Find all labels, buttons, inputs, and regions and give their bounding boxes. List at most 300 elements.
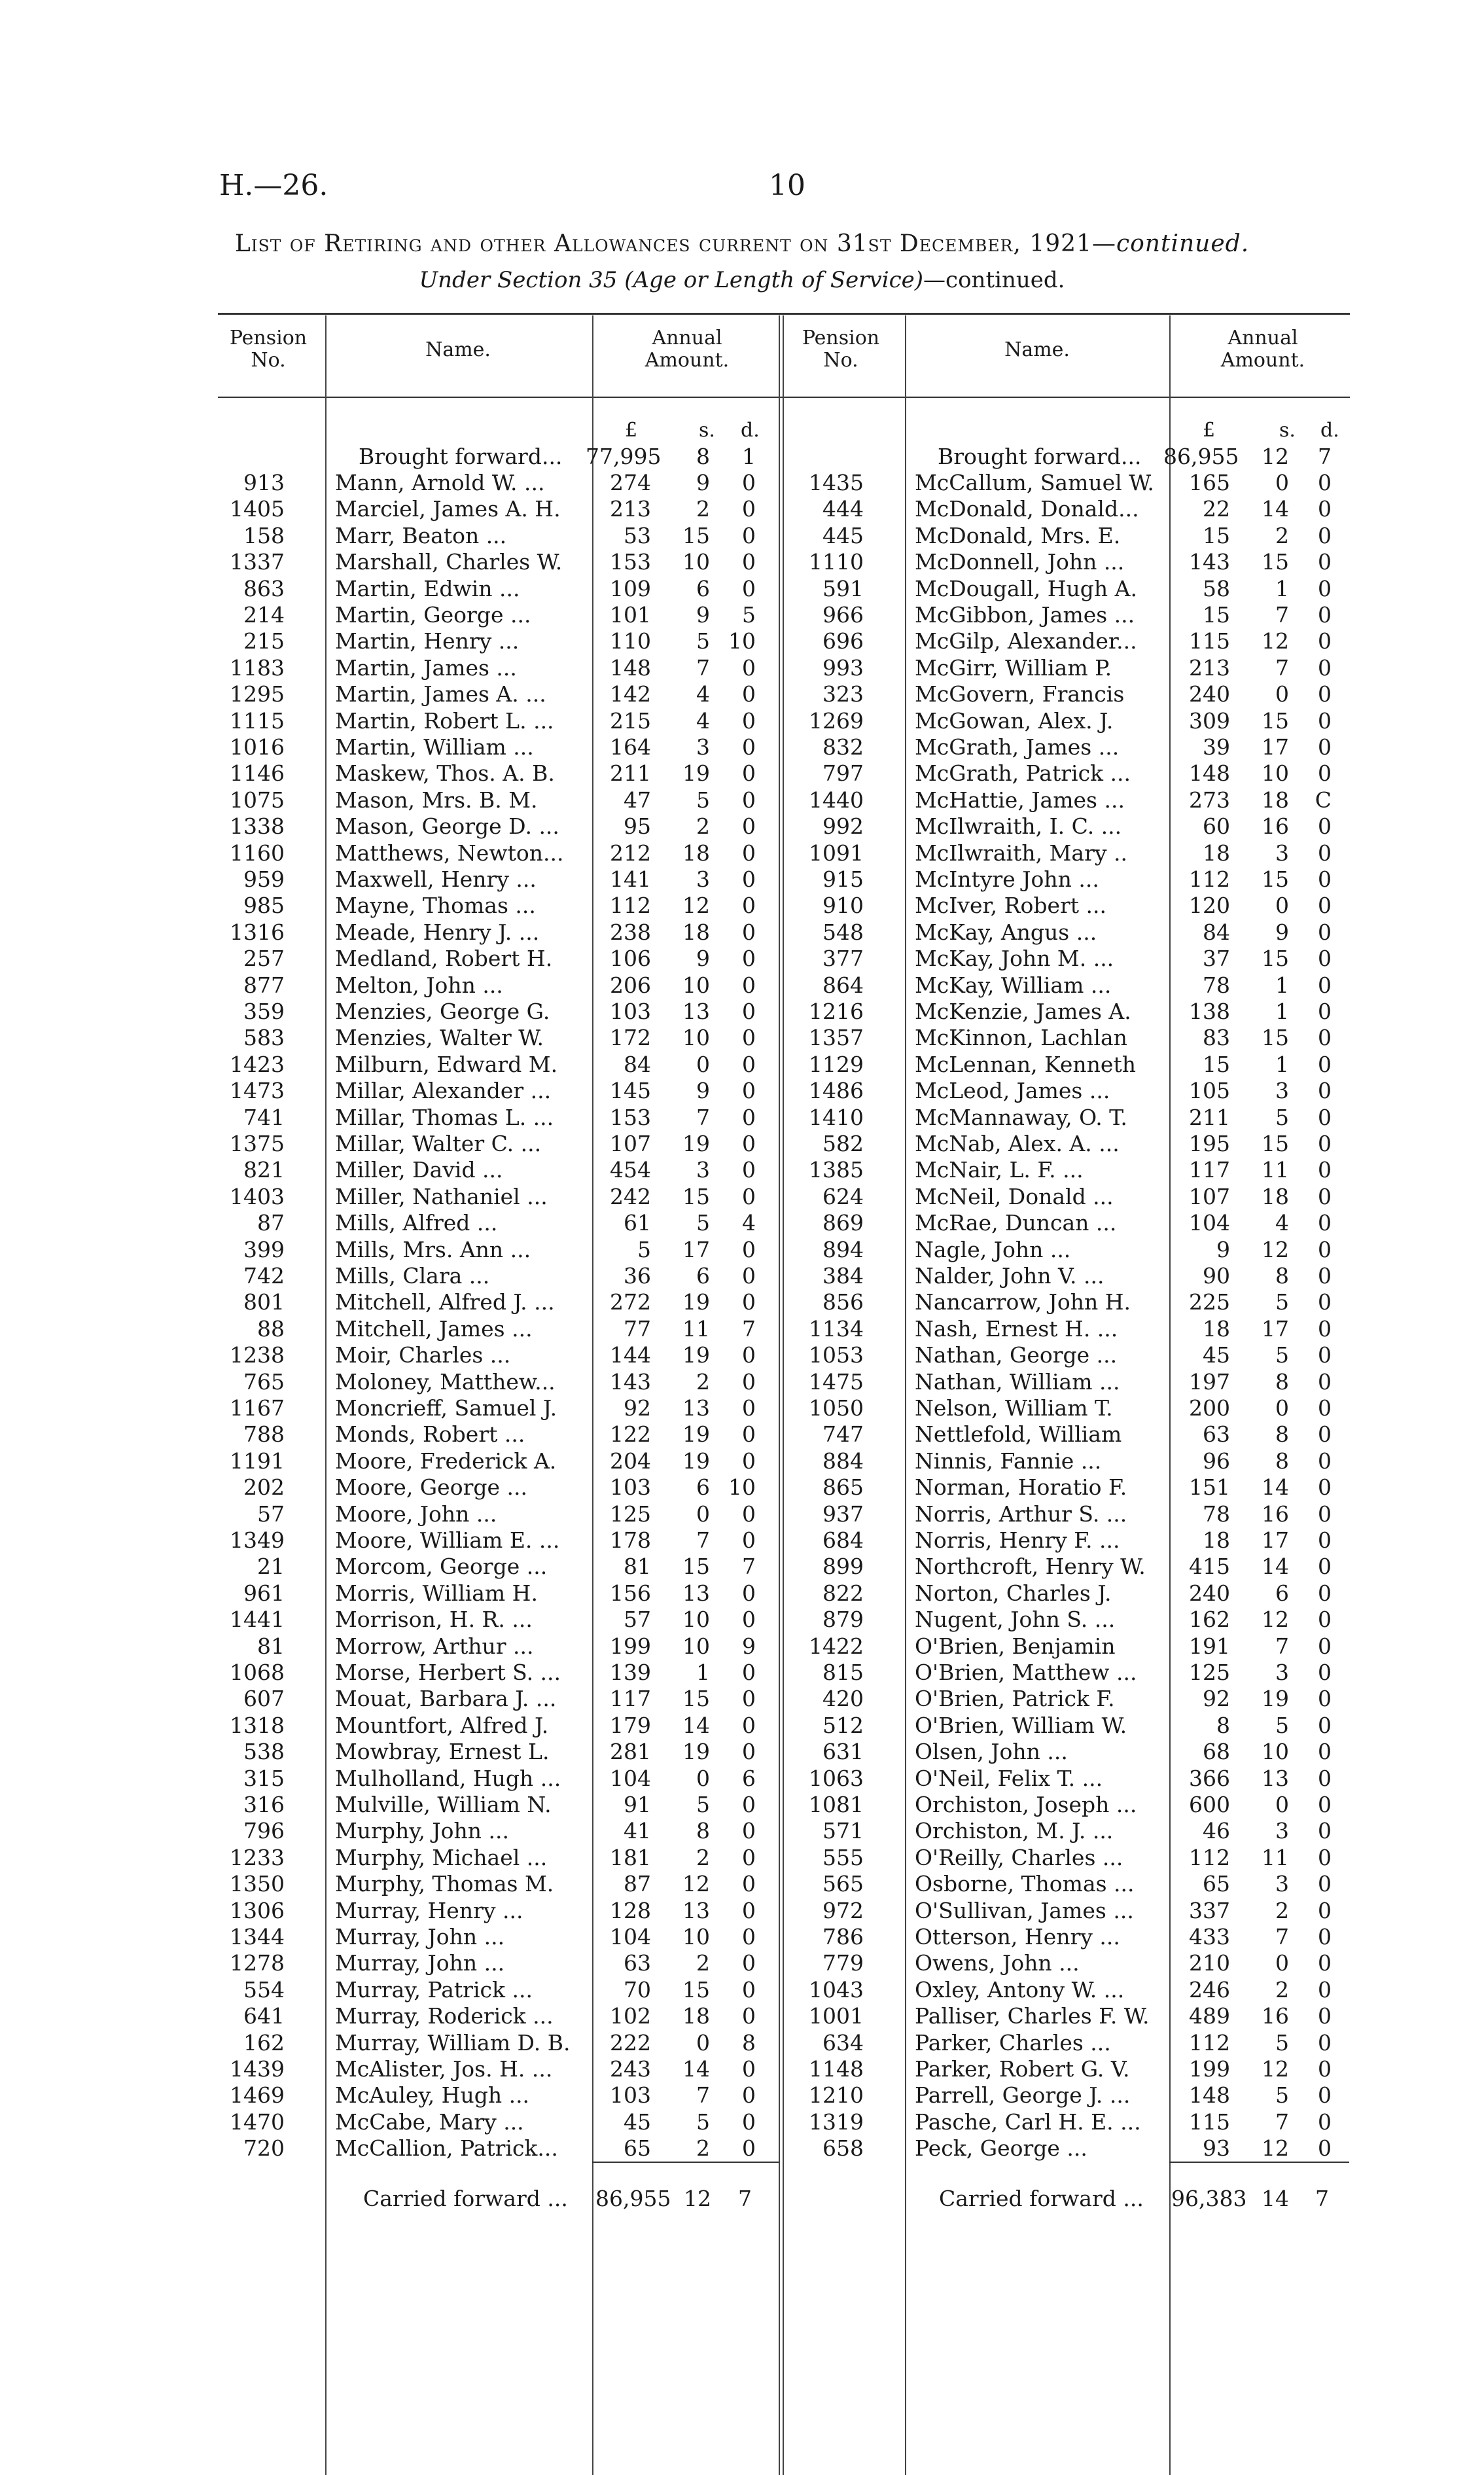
amount-pounds: 206 (610, 972, 651, 998)
table-row (0, 946, 1484, 972)
pension-number: 801 (243, 1289, 285, 1315)
pension-number: 1278 (230, 1950, 285, 1976)
amount-pounds: 65 (624, 2135, 651, 2162)
pension-number: 1403 (230, 1183, 285, 1209)
pensioner-name: Moloney, Matthew... (335, 1368, 556, 1395)
amount-shillings: 4 (1275, 1210, 1289, 1236)
amount-pounds: 179 (610, 1712, 651, 1738)
amount-pence: 0 (1318, 1818, 1332, 1844)
amount-pounds: 58 (1203, 575, 1230, 601)
pensioner-name: McKinnon, Lachlan (915, 1025, 1127, 1051)
pensioner-name: Mason, George D. ... (335, 813, 559, 840)
pensioner-name: Orchiston, Joseph ... (915, 1792, 1137, 1817)
amount-shillings: 17 (1262, 1315, 1289, 1342)
amount-pence: 9 (742, 1633, 756, 1659)
amount-pence: 0 (1318, 1104, 1332, 1130)
amount-pence: 0 (1318, 1897, 1332, 1923)
amount-shillings: 3 (1275, 1818, 1289, 1844)
pension-number: 985 (243, 893, 285, 919)
pensioner-name: Murphy, Thomas M. (335, 1871, 554, 1897)
table-row (0, 496, 1484, 523)
pensioner-name: O'Brien, Matthew ... (915, 1660, 1137, 1685)
right-bf-label: Brought forward... (938, 444, 1142, 469)
amount-shillings: 2 (1275, 522, 1289, 548)
amount-pence: 0 (742, 1976, 756, 2003)
amount-shillings: 0 (1275, 470, 1289, 495)
table-row (0, 1924, 1484, 1951)
amount-pence: 0 (1318, 972, 1332, 998)
amount-pounds: 112 (1189, 866, 1230, 892)
pensioner-name: McKay, William ... (915, 972, 1112, 998)
table-row (0, 655, 1484, 682)
pensioner-name: Millar, Alexander ... (335, 1078, 552, 1104)
amount-shillings: 10 (682, 1633, 710, 1659)
table-row (0, 1289, 1484, 1316)
table-row (0, 2056, 1484, 2083)
amount-pence: 0 (742, 1686, 756, 1712)
amount-pence: 0 (1318, 1263, 1332, 1289)
amount-pence: 0 (742, 522, 756, 548)
pensioner-name: Murray, Henry ... (335, 1897, 523, 1923)
amount-shillings: 19 (682, 1421, 710, 1448)
left-cf-label: Carried forward ... (363, 2186, 568, 2211)
amount-pence: 0 (1318, 1078, 1332, 1104)
pensioner-name: Norris, Henry F. ... (915, 1527, 1120, 1553)
amount-shillings: 12 (1262, 1607, 1289, 1633)
pension-number: 565 (822, 1871, 864, 1897)
pensioner-name: Menzies, George G. (335, 999, 550, 1024)
amount-shillings: 5 (1275, 2029, 1289, 2056)
pension-number: 1439 (230, 2056, 285, 2082)
amount-shillings: 10 (682, 1025, 710, 1051)
pension-number: 684 (822, 1527, 864, 1553)
amount-shillings: 17 (682, 1236, 710, 1262)
amount-pence: 0 (1318, 1924, 1332, 1950)
amount-pence: 0 (742, 575, 756, 601)
subtitle-italic: Under Section 35 (Age or Length of Service) (419, 267, 924, 293)
pensioner-name: Morrison, H. R. ... (335, 1607, 533, 1633)
amount-shillings: 6 (696, 1474, 710, 1501)
pension-number: 658 (822, 2135, 864, 2162)
amount-pence: 0 (742, 1342, 756, 1368)
amount-pence: 0 (1318, 1210, 1332, 1236)
amount-pounds: 200 (1189, 1395, 1230, 1421)
amount-pounds: 272 (610, 1289, 651, 1315)
amount-shillings: 13 (1262, 1765, 1289, 1791)
amount-pounds: 197 (1189, 1368, 1230, 1395)
amount-pounds: 102 (610, 2003, 651, 2029)
amount-pence: 0 (742, 1818, 756, 1844)
amount-pence: 7 (742, 1315, 756, 1342)
pensioner-name: Millar, Thomas L. ... (335, 1104, 554, 1130)
amount-shillings: 13 (682, 1395, 710, 1421)
pensioner-name: Nettlefold, William (915, 1421, 1122, 1448)
amount-pounds: 63 (624, 1950, 651, 1976)
amount-pounds: 489 (1189, 2003, 1230, 2029)
amount-pence: 0 (1318, 2029, 1332, 2056)
amount-shillings: 5 (696, 1792, 710, 1817)
amount-pence: 0 (742, 1395, 756, 1421)
pensioner-name: McAuley, Hugh ... (335, 2082, 530, 2109)
pensioner-name: Palliser, Charles F. W. (915, 2003, 1150, 2029)
pensioner-name: Parker, Charles ... (915, 2029, 1111, 2056)
amount-pounds: 103 (610, 1474, 651, 1501)
pension-number: 863 (243, 575, 285, 601)
amount-pence: 0 (1318, 1976, 1332, 2003)
pension-number: 591 (822, 575, 864, 601)
table-row (0, 523, 1484, 550)
amount-shillings: 3 (696, 734, 710, 760)
amount-shillings: 5 (1275, 1289, 1289, 1315)
amount-pounds: 165 (1189, 470, 1230, 495)
amount-pounds: 164 (610, 734, 651, 760)
pension-number: 884 (822, 1448, 864, 1474)
amount-shillings: 3 (1275, 1078, 1289, 1104)
title-text: List of Retiring and other Allowances current on 31st December, 1921— (234, 230, 1116, 257)
pensioner-name: O'Brien, Patrick F. (915, 1686, 1115, 1712)
table-row (0, 1501, 1484, 1528)
amount-shillings: 17 (1262, 734, 1289, 760)
left-bf-shillings: 8 (696, 444, 710, 469)
amount-pounds: 144 (610, 1342, 651, 1368)
right-bf-pounds: 86,955 (1163, 444, 1239, 469)
pensioner-name: Murphy, John ... (335, 1818, 509, 1844)
amount-shillings: 10 (682, 972, 710, 998)
pension-number: 88 (257, 1315, 285, 1342)
pension-number: 158 (243, 522, 285, 548)
amount-pence: 0 (742, 1236, 756, 1262)
pension-number: 1091 (809, 840, 864, 866)
amount-shillings: 9 (696, 1078, 710, 1104)
pension-number: 1081 (809, 1792, 864, 1817)
amount-pence: 0 (742, 787, 756, 813)
pensioner-name: McHattie, James ... (915, 787, 1125, 813)
amount-pence: 0 (1318, 1950, 1332, 1976)
amount-pence: 0 (1318, 2003, 1332, 2029)
pension-number: 202 (243, 1474, 285, 1501)
amount-shillings: 15 (1262, 549, 1289, 575)
pensioner-name: Owens, John ... (915, 1950, 1080, 1976)
amount-pence: 0 (1318, 496, 1332, 522)
amount-shillings: 1 (1275, 972, 1289, 998)
amount-pounds: 143 (610, 1368, 651, 1395)
pension-number: 1053 (809, 1342, 864, 1368)
pensioner-name: Murray, John ... (335, 1924, 505, 1950)
amount-shillings: 18 (682, 2003, 710, 2029)
pensioner-name: Menzies, Walter W. (335, 1025, 544, 1051)
amount-pence: 0 (742, 813, 756, 840)
amount-shillings: 11 (1262, 1157, 1289, 1183)
pensioner-name: Mills, Mrs. Ann ... (335, 1236, 531, 1262)
amount-pounds: 103 (610, 2082, 651, 2109)
amount-shillings: 19 (682, 1342, 710, 1368)
pensioner-name: McKay, John M. ... (915, 946, 1114, 972)
amount-pounds: 366 (1189, 1765, 1230, 1791)
pension-number: 554 (243, 1976, 285, 2003)
amount-pounds: 95 (624, 813, 651, 840)
table-row (0, 919, 1484, 946)
amount-shillings: 2 (1275, 1976, 1289, 2003)
pensioner-name: Mouat, Barbara J. ... (335, 1686, 557, 1712)
amount-pence: 0 (1318, 681, 1332, 707)
pensioner-name: Northcroft, Henry W. (915, 1554, 1146, 1580)
pensioner-name: Morris, William H. (335, 1580, 538, 1606)
table-row (0, 1052, 1484, 1078)
table-row (0, 1686, 1484, 1713)
amount-shillings: 5 (696, 1210, 710, 1236)
amount-pence: 0 (742, 2135, 756, 2162)
pension-number: 582 (822, 1131, 864, 1156)
pension-number: 1050 (809, 1395, 864, 1421)
amount-pounds: 22 (1203, 496, 1230, 522)
pensioner-name: O'Brien, Benjamin (915, 1633, 1116, 1659)
pension-number: 869 (822, 1210, 864, 1236)
amount-pounds: 128 (610, 1897, 651, 1923)
amount-pence: 0 (742, 1660, 756, 1685)
pension-number: 1016 (230, 734, 285, 760)
pension-number: 879 (822, 1607, 864, 1633)
table-row (0, 787, 1484, 814)
pensioner-name: McDonnell, John ... (915, 549, 1125, 575)
pensioner-name: Parker, Robert G. V. (915, 2056, 1130, 2082)
pensioner-name: McLeod, James ... (915, 1078, 1110, 1104)
amount-pence: 6 (742, 1765, 756, 1791)
amount-shillings: 0 (1275, 1950, 1289, 1976)
left-header-name: Name. (425, 338, 491, 361)
amount-pence: 0 (742, 919, 756, 945)
pensioner-name: Martin, James ... (335, 654, 517, 681)
amount-shillings: 0 (696, 1051, 710, 1077)
amount-pence: 10 (728, 628, 756, 654)
amount-shillings: 1 (696, 1660, 710, 1685)
amount-pence: 0 (1318, 1765, 1332, 1791)
amount-pence: 0 (742, 1025, 756, 1051)
amount-pounds: 90 (1203, 1263, 1230, 1289)
pensioner-name: Nathan, George ... (915, 1342, 1118, 1368)
amount-pence: 0 (742, 1924, 756, 1950)
left-sum-rule (592, 2162, 779, 2163)
right-unit-shillings: s. (1279, 419, 1296, 442)
amount-shillings: 2 (696, 813, 710, 840)
amount-pence: 0 (1318, 813, 1332, 840)
pension-number: 1115 (230, 707, 285, 734)
pensioner-name: Mills, Clara ... (335, 1263, 490, 1289)
amount-shillings: 8 (1275, 1368, 1289, 1395)
pensioner-name: Nash, Ernest H. ... (915, 1315, 1118, 1342)
table-row (0, 1607, 1484, 1633)
pension-number: 993 (822, 654, 864, 681)
pension-number: 1405 (230, 496, 285, 522)
pension-number: 1338 (230, 813, 285, 840)
amount-shillings: 8 (696, 1818, 710, 1844)
amount-pounds: 210 (1189, 1950, 1230, 1976)
pension-number: 1344 (230, 1924, 285, 1950)
pensioner-name: Mills, Alfred ... (335, 1210, 498, 1236)
amount-shillings: 15 (1262, 866, 1289, 892)
pension-number: 384 (822, 1263, 864, 1289)
table-row (0, 2109, 1484, 2136)
table-row (0, 1184, 1484, 1211)
left-header-pension-no: Pension No. (229, 327, 308, 372)
pension-number: 1410 (809, 1104, 864, 1130)
amount-pounds: 45 (624, 2109, 651, 2135)
amount-shillings: 7 (1275, 1924, 1289, 1950)
pension-number: 821 (243, 1157, 285, 1183)
amount-pounds: 68 (1203, 1739, 1230, 1765)
amount-pounds: 240 (1189, 681, 1230, 707)
pensioner-name: Moore, George ... (335, 1474, 527, 1501)
pension-number: 992 (822, 813, 864, 840)
amount-pounds: 215 (610, 707, 651, 734)
pensioner-name: McKenzie, James A. (915, 999, 1131, 1024)
amount-shillings: 15 (1262, 946, 1289, 972)
amount-pounds: 37 (1203, 946, 1230, 972)
amount-pence: 0 (742, 734, 756, 760)
pensioner-name: Morcom, George ... (335, 1554, 548, 1580)
pensioner-name: Meade, Henry J. ... (335, 919, 540, 945)
amount-pounds: 151 (1189, 1474, 1230, 1501)
amount-shillings: 5 (1275, 1104, 1289, 1130)
amount-pounds: 273 (1189, 787, 1230, 813)
amount-pounds: 148 (610, 654, 651, 681)
pensioner-name: Marr, Beaton ... (335, 522, 507, 548)
amount-pence: 0 (1318, 1368, 1332, 1395)
amount-pounds: 120 (1189, 893, 1230, 919)
amount-pence: 0 (1318, 2135, 1332, 2162)
pension-number: 1233 (230, 1844, 285, 1870)
amount-pence: 0 (1318, 919, 1332, 945)
table-row (0, 549, 1484, 576)
amount-shillings: 15 (682, 1686, 710, 1712)
pension-number: 720 (243, 2135, 285, 2162)
amount-pounds: 104 (610, 1924, 651, 1950)
pension-number: 1210 (809, 2082, 864, 2109)
table-row (0, 1025, 1484, 1052)
left-bf-pounds: 77,995 (586, 444, 662, 469)
amount-pounds: 36 (624, 1263, 651, 1289)
pensioner-name: McNab, Alex. A. ... (915, 1131, 1120, 1156)
right-cf-pence: 7 (1315, 2186, 1329, 2211)
amount-pounds: 104 (1189, 1210, 1230, 1236)
amount-pence: 5 (742, 602, 756, 628)
pensioner-name: Olsen, John ... (915, 1739, 1068, 1765)
table-header-rule (218, 397, 1350, 398)
amount-pounds: 46 (1203, 1818, 1230, 1844)
amount-pounds: 212 (610, 840, 651, 866)
amount-pounds: 53 (624, 522, 651, 548)
amount-pounds: 107 (1189, 1183, 1230, 1209)
amount-pounds: 274 (610, 470, 651, 495)
pension-number: 1146 (230, 760, 285, 787)
pensioner-name: McNeil, Donald ... (915, 1183, 1114, 1209)
pensioner-name: Mulholland, Hugh ... (335, 1765, 561, 1791)
amount-pence: 0 (1318, 1501, 1332, 1527)
pensioner-name: Monds, Robert ... (335, 1421, 525, 1448)
pensioner-name: Mowbray, Ernest L. (335, 1739, 550, 1765)
pensioner-name: McGrath, Patrick ... (915, 760, 1131, 787)
amount-shillings: 7 (1275, 602, 1289, 628)
amount-pounds: 222 (610, 2029, 651, 2056)
amount-shillings: 9 (696, 946, 710, 972)
pension-number: 1469 (230, 2082, 285, 2109)
pensioner-name: Mann, Arnold W. ... (335, 470, 545, 495)
amount-pounds: 433 (1189, 1924, 1230, 1950)
pensioner-name: Milburn, Edward M. (335, 1051, 558, 1077)
amount-pounds: 83 (1203, 1025, 1230, 1051)
amount-pounds: 57 (624, 1607, 651, 1633)
pension-number: 1216 (809, 999, 864, 1024)
pensioner-name: Moore, Frederick A. (335, 1448, 557, 1474)
pensioner-name: Oxley, Antony W. ... (915, 1976, 1125, 2003)
pensioner-name: Nagle, John ... (915, 1236, 1071, 1262)
pensioner-name: McGibbon, James ... (915, 602, 1135, 628)
amount-shillings: 0 (696, 2029, 710, 2056)
pension-number: 81 (257, 1633, 285, 1659)
amount-shillings: 18 (1262, 1183, 1289, 1209)
pensioner-name: McCallum, Samuel W. (915, 470, 1154, 495)
amount-shillings: 15 (682, 522, 710, 548)
pension-number: 87 (257, 1210, 285, 1236)
amount-shillings: 0 (1275, 1395, 1289, 1421)
amount-pence: 0 (1318, 1051, 1332, 1077)
amount-pounds: 15 (1203, 602, 1230, 628)
amount-pounds: 8 (1216, 1712, 1230, 1738)
pension-number: 359 (243, 999, 285, 1024)
amount-shillings: 9 (696, 602, 710, 628)
amount-shillings: 9 (1275, 919, 1289, 945)
amount-shillings: 5 (1275, 2082, 1289, 2109)
pensioner-name: McDonald, Mrs. E. (915, 522, 1121, 548)
pension-number: 399 (243, 1236, 285, 1262)
amount-pounds: 84 (624, 1051, 651, 1077)
table-row (0, 1713, 1484, 1739)
pensioner-name: Melton, John ... (335, 972, 503, 998)
amount-pounds: 125 (1189, 1660, 1230, 1685)
amount-pounds: 117 (610, 1686, 651, 1712)
amount-shillings: 14 (1262, 1474, 1289, 1501)
amount-shillings: 3 (1275, 840, 1289, 866)
amount-shillings: 10 (682, 1924, 710, 1950)
amount-shillings: 13 (682, 999, 710, 1024)
amount-shillings: 18 (682, 919, 710, 945)
pension-number: 1134 (809, 1315, 864, 1342)
pension-number: 1160 (230, 840, 285, 866)
amount-shillings: 15 (682, 1554, 710, 1580)
amount-pence: 0 (742, 1712, 756, 1738)
pension-number: 864 (822, 972, 864, 998)
amount-pounds: 246 (1189, 1976, 1230, 2003)
pension-number: 215 (243, 628, 285, 654)
table-row (0, 1792, 1484, 1819)
right-cf-shillings: 14 (1262, 2186, 1289, 2211)
amount-pence: 0 (1318, 1025, 1332, 1051)
amount-shillings: 0 (1275, 1792, 1289, 1817)
amount-pence: 0 (1318, 1792, 1332, 1817)
amount-pence: 0 (1318, 470, 1332, 495)
amount-pence: 0 (1318, 1739, 1332, 1765)
pension-number: 877 (243, 972, 285, 998)
pension-number: 797 (822, 760, 864, 787)
amount-pence: 0 (742, 999, 756, 1024)
pension-number: 1295 (230, 681, 285, 707)
pensioner-name: Pasche, Carl H. E. ... (915, 2109, 1141, 2135)
amount-shillings: 7 (696, 1527, 710, 1553)
right-cf-pounds: 96,383 (1171, 2186, 1247, 2211)
pension-number: 822 (822, 1580, 864, 1606)
amount-pounds: 109 (610, 575, 651, 601)
amount-shillings: 8 (1275, 1448, 1289, 1474)
pensioner-name: Maxwell, Henry ... (335, 866, 537, 892)
